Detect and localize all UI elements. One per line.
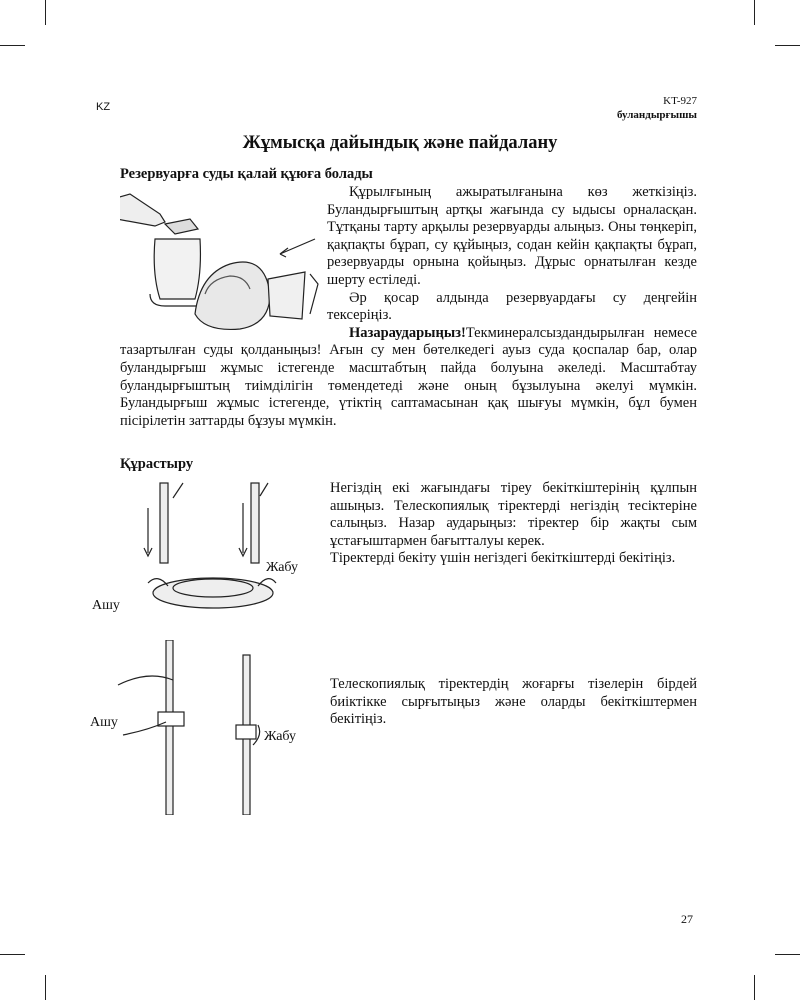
open-label: Ашу	[90, 715, 118, 730]
warning-label: Назараударыңыз!	[349, 324, 466, 341]
assembly-base-illustration	[88, 478, 308, 618]
page-title: Жұмысқа дайындық және пайдалану	[242, 133, 558, 153]
crop-mark	[754, 975, 755, 1000]
section-heading-assembly: Құрастыру	[120, 456, 194, 472]
telescopic-paragraph: Телескопиялық тіректердің жоғарғы тізелерін бірдей биіктікке сырғытыңыз және оларды бекіткіштермен бекітіңіз.	[330, 676, 697, 728]
fill-water-paragraph: Құрылғының ажыратылғанына көз жеткізіңіз. Буландырғыштың артқы жағында су ыдысы орналасқан. Тұтқаны тарту арқылы резервуарды алыңыз. Оны төңкеріп, қақпақты бұрап, су құйыңыз, содан кейін қақпақты бұрап, резервуарды орнына қойыңыз. Дұрыс орнатылған кезде шерту естіледі.	[327, 184, 697, 288]
language-code: KZ	[96, 101, 111, 113]
crop-mark	[775, 45, 800, 46]
assembly-paragraph-2: Тіректерді бекіту үшін негіздегі бекіткіштерді бекітіңіз.	[330, 550, 676, 567]
crop-mark	[775, 954, 800, 955]
assembly-paragraph-1: Негіздің екі жағындағы тіреу бекіткіштерінің құлпын ашыңыз. Телескопиялық тіректерді негіздің тесіктеріне салыңыз. Назар аударыңыз: тіректер бір жақты сым ұстағыштармен бағытталуы керек.	[330, 480, 697, 549]
check-level-paragraph: Әр қосар алдында резервуардағы су деңгейін тексеріңіз.	[327, 289, 697, 324]
telescopic-text	[330, 676, 697, 729]
crop-mark	[0, 954, 25, 955]
product-name: буландырғышы	[616, 109, 697, 121]
crop-mark	[45, 0, 46, 25]
open-label: Ашу	[92, 598, 120, 613]
fill-water-text	[120, 184, 697, 430]
steamer-reservoir-drawing	[120, 184, 327, 342]
assembly-text	[330, 480, 697, 568]
crop-mark	[0, 45, 25, 46]
crop-mark	[754, 0, 755, 25]
fill-water-illustration	[120, 184, 327, 342]
crop-mark	[45, 975, 46, 1000]
telescopic-pole-illustration	[88, 640, 308, 815]
page-number: 27	[681, 912, 693, 926]
header-model	[617, 94, 697, 122]
section-heading-fill-water: Резервуарға суды қалай құюға болады	[120, 166, 373, 182]
model-number: KT-927	[663, 95, 697, 107]
close-label: Жабу	[264, 729, 296, 744]
close-label: Жабу	[266, 560, 298, 575]
warning-text: Текминералсыздандырылған немесе тазартылған суды қолданыңыз! Ағын су мен бөтелкедегі ауыз суда қоспалар бар, олар буландырғыш жұмыс істегенде масштабтың пайда болуына әкеледі. Масштабтау буландырғыштың тиімділігін төмендетеді және оның бұзылуына әкелуі мүмкін. Буландырғыш жұмыс істегенде, үтіктің саптамасынан қақ шығуы мүмкін, бұл бумен пісірілетін заттарды бұзуы мүмкін.	[120, 324, 697, 429]
